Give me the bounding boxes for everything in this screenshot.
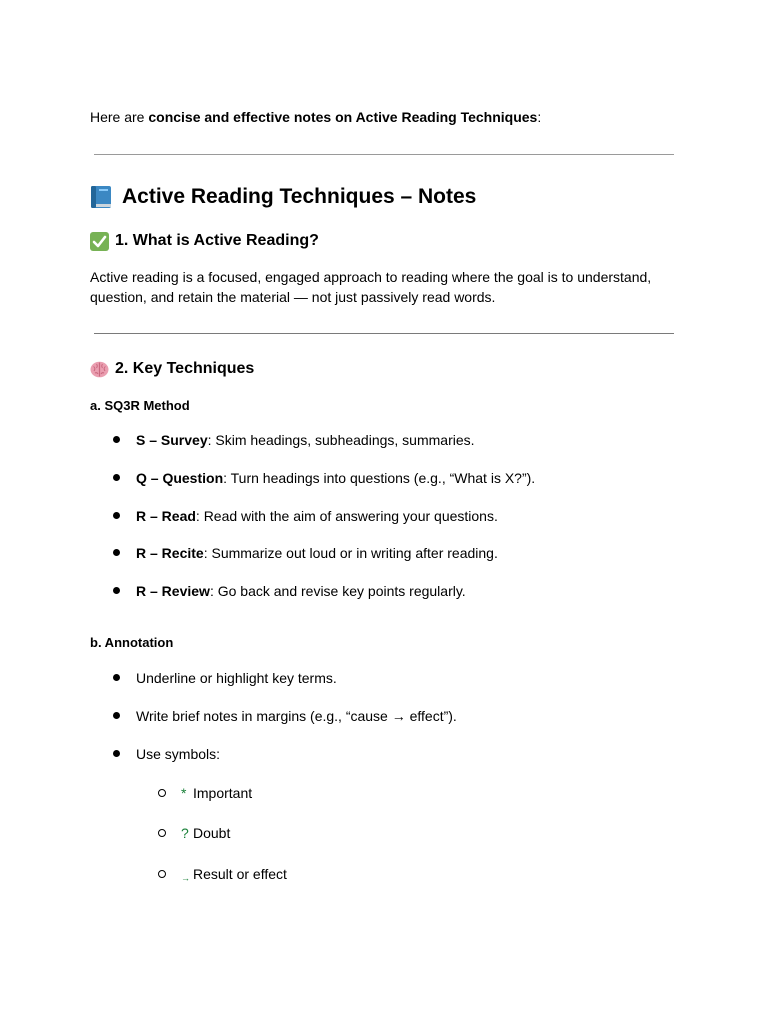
circle-bullet-icon	[158, 789, 166, 797]
bullet-dot	[113, 587, 120, 594]
intro-line	[90, 108, 541, 126]
page-title-text: Active Reading Techniques – Notes	[122, 185, 477, 208]
bullet-dot	[113, 512, 120, 519]
intro-prefix: Here are	[90, 109, 149, 125]
sq3r-heading: a. SQ3R Method	[90, 398, 190, 413]
section-1-paragraph: Active reading is a focused, engaged approach to reading where the goal is to understand, question, and retain the material — not just passively read words.	[90, 269, 652, 305]
list-item-term: R – Recite	[136, 545, 204, 561]
section-1-heading	[90, 230, 319, 252]
section-1-heading-text: 1. What is Active Reading?	[115, 232, 319, 249]
bullet-dot	[113, 750, 120, 757]
list-item-term: R – Review	[136, 583, 210, 599]
divider-top	[94, 154, 674, 155]
bullet-dot	[113, 474, 120, 481]
bullet-dot	[113, 712, 120, 719]
list-item-text: Use symbols:	[136, 746, 221, 762]
list-item-desc: : Skim headings, subheadings, summaries.	[207, 432, 475, 448]
circle-bullet-icon	[158, 829, 166, 837]
intro-suffix: :	[537, 109, 542, 125]
list-item-desc: : Turn headings into questions (e.g., “What is X?”).	[223, 470, 536, 486]
check-mark-icon	[90, 232, 109, 251]
symbol-arrow: →	[181, 873, 190, 883]
divider-middle	[94, 333, 674, 334]
list-item-text: Underline or highlight key terms.	[136, 670, 337, 686]
bullet-dot	[113, 436, 120, 443]
blue-book-icon	[90, 185, 112, 209]
list-item-term: R – Read	[136, 508, 196, 524]
symbol-label: Result or effect	[193, 866, 287, 882]
annotation-heading: b. Annotation	[90, 635, 174, 650]
symbol-label: Important	[193, 785, 253, 801]
page-title	[90, 183, 476, 211]
circle-bullet-icon	[158, 870, 166, 878]
symbol-label: Doubt	[193, 825, 231, 841]
list-item-desc: : Go back and revise key points regularly.	[209, 583, 466, 599]
intro-bold: concise and effective notes on Active Reading Techniques	[148, 109, 538, 125]
list-item-text: Write brief notes in margins (e.g., “cause → effect”).	[136, 708, 457, 724]
list-item-term: S – Survey	[136, 432, 208, 448]
list-item-desc: : Summarize out loud or in writing after reading.	[203, 545, 498, 561]
symbol-question: ?	[181, 825, 189, 841]
section-2-heading	[90, 358, 254, 380]
list-item-term: Q – Question	[136, 470, 224, 486]
brain-icon	[90, 361, 109, 378]
section-2-heading-text: 2. Key Techniques	[115, 360, 255, 377]
symbol-star: *	[181, 785, 187, 801]
list-item-desc: : Read with the aim of answering your questions.	[195, 508, 498, 524]
bullet-dot	[113, 549, 120, 556]
bullet-dot	[113, 674, 120, 681]
